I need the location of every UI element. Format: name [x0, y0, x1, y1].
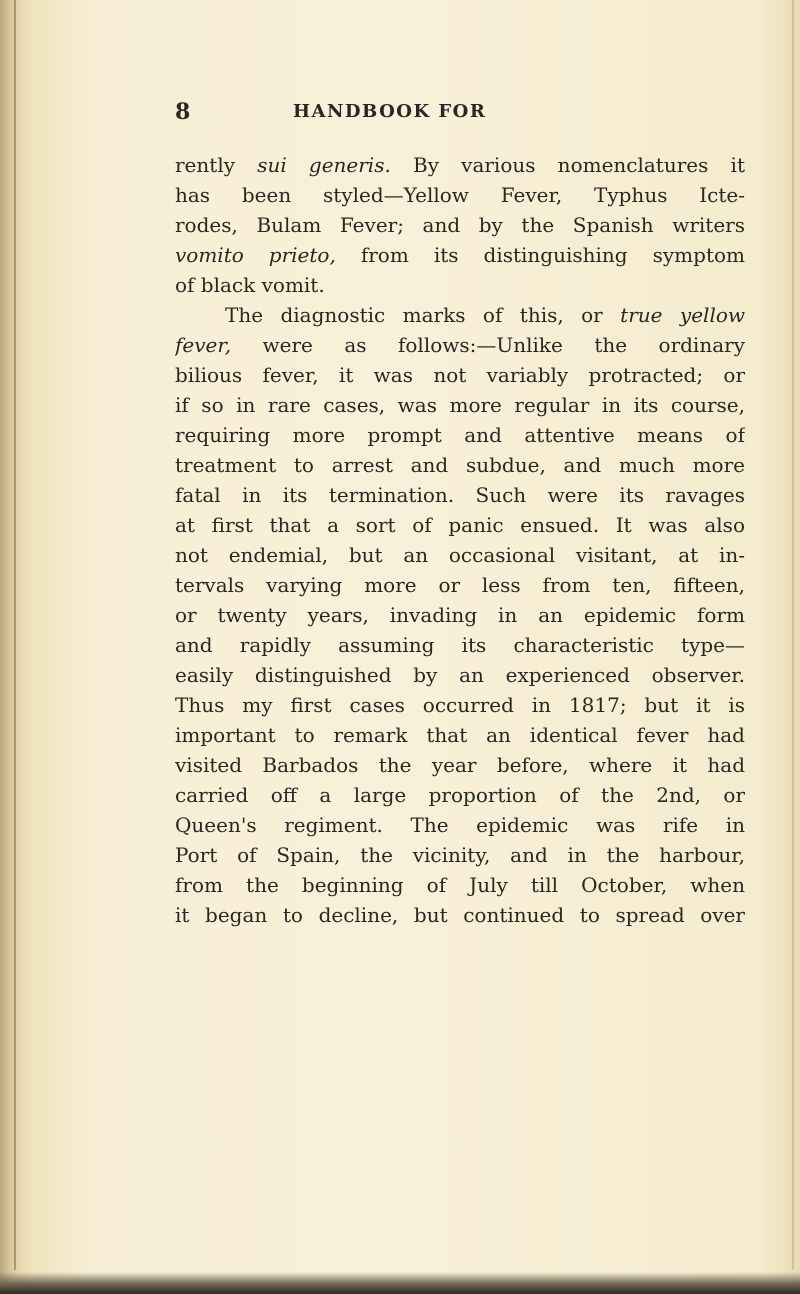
text-line: if so in rare cases, was more regular in its course, [175, 393, 745, 417]
text-line: treatment to arrest and subdue, and much more [175, 453, 745, 477]
text-line: has been styled—Yellow Fever, Typhus Icte- [175, 183, 745, 207]
text-line: visited Barbados the year before, where it had [175, 753, 745, 777]
page-bottom-shadow [0, 1272, 800, 1294]
text-line: requiring more prompt and attentive means of [175, 423, 745, 447]
text-line: carried off a large proportion of the 2nd, or [175, 783, 745, 807]
text-line: rently sui generis. By various nomenclatures it [175, 153, 745, 177]
text-line: vomito prieto, from its distinguishing symptom [175, 243, 745, 267]
running-head-title: HANDBOOK FOR [293, 101, 487, 122]
text-line: rodes, Bulam Fever; and by the Spanish writers [175, 213, 745, 237]
text-line: of black vomit. [175, 273, 325, 297]
text-line: not endemial, but an occasional visitant, at in- [175, 543, 745, 567]
text-line: fever, were as follows:—Unlike the ordinary [175, 333, 745, 357]
text-line: tervals varying more or less from ten, fifteen, [175, 573, 745, 597]
text-line: it began to decline, but continued to spread over [175, 903, 745, 927]
text-line: bilious fever, it was not variably protracted; or [175, 363, 745, 387]
body-text [175, 150, 745, 930]
binding-crease-line [14, 0, 16, 1270]
text-line: or twenty years, invading in an epidemic form [175, 603, 745, 627]
text-line: Port of Spain, the vicinity, and in the harbour, [175, 843, 745, 867]
text-line: fatal in its termination. Such were its ravages [175, 483, 745, 507]
text-line: easily distinguished by an experienced observer. [175, 663, 745, 687]
text-line: important to remark that an identical fever had [175, 723, 745, 747]
page-binding-edge [0, 0, 34, 1294]
text-line: at first that a sort of panic ensued. It was also [175, 513, 745, 537]
text-line: Queen's regiment. The epidemic was rife in [175, 813, 745, 837]
text-line: from the beginning of July till October, when [175, 873, 745, 897]
page-number: 8 [175, 99, 191, 125]
page-right-edge [792, 0, 794, 1270]
text-line: The diagnostic marks of this, or true yellow [225, 303, 745, 327]
text-line: and rapidly assuming its characteristic type— [175, 633, 745, 657]
running-head [0, 99, 800, 129]
text-line: Thus my first cases occurred in 1817; but it is [175, 693, 745, 717]
